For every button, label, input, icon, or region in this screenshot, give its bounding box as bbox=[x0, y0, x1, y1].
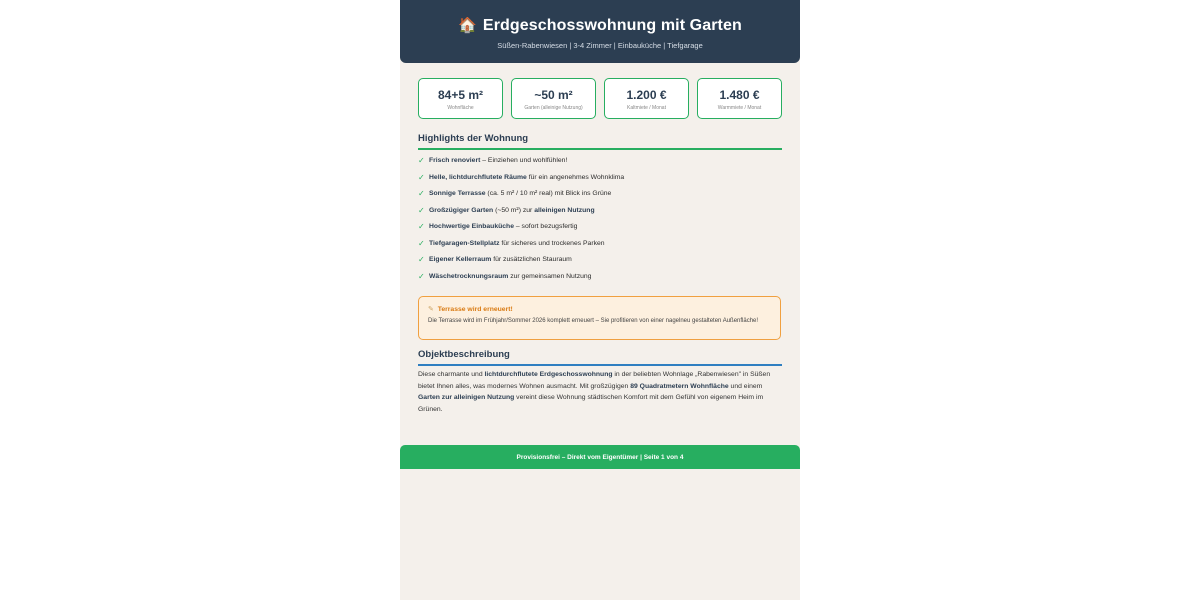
list-item bbox=[418, 187, 782, 204]
highlight-bold: Sonnige Terrasse bbox=[429, 190, 486, 197]
stat-value: 84+5 m² bbox=[437, 88, 484, 102]
page-title bbox=[400, 16, 800, 35]
desc-bold: 89 Quadratmetern Wohnfläche bbox=[630, 382, 729, 390]
highlight-text: für sicheres und trockenes Parken bbox=[499, 239, 605, 247]
desc-part: Diese charmante und bbox=[418, 371, 485, 378]
checkmark-icon: ✓ bbox=[418, 222, 425, 231]
list-item bbox=[418, 220, 782, 237]
highlight-text: für ein angenehmes Wohnklima bbox=[526, 173, 625, 181]
highlights-heading: Highlights der Wohnung bbox=[418, 133, 782, 150]
house-icon: 🏠 bbox=[458, 17, 477, 34]
stat-label: Kaltmiete / Monat bbox=[627, 105, 666, 111]
stat-value: ~50 m² bbox=[534, 88, 573, 102]
description-text bbox=[418, 369, 782, 416]
stat-label: Garten (alleinige Nutzung) bbox=[524, 105, 583, 111]
stat-label: Wohnfläche bbox=[447, 105, 474, 111]
highlight-bold: Hochwertige Einbauküche bbox=[429, 223, 514, 230]
desc-bold: Garten zur alleinigen Nutzung bbox=[418, 394, 515, 402]
highlight-text: – Einziehen und wohlfühlen! bbox=[480, 157, 568, 164]
highlight-bold: Großzügiger Garten bbox=[429, 206, 494, 214]
desc-part: vereint diese Wohnung städtischen Komfort mit dem Gefühl von eigenem Heim im Grünen. bbox=[418, 394, 764, 414]
checkmark-icon: ✓ bbox=[418, 156, 425, 165]
terrace-notice bbox=[418, 296, 781, 340]
page-title-text: Erdgeschosswohnung mit Garten bbox=[482, 17, 742, 34]
list-item bbox=[418, 204, 782, 221]
list-item bbox=[418, 237, 782, 254]
list-item bbox=[418, 154, 782, 171]
stat-warm-rent bbox=[697, 78, 782, 119]
key-facts bbox=[418, 78, 782, 120]
footer-banner: Provisionsfrei – Direkt vom Eigentümer | Seite 1 von 4 bbox=[400, 445, 800, 469]
notice-title bbox=[428, 305, 513, 313]
desc-bold: lichtdurchflutete Erdgeschosswohnung bbox=[484, 371, 613, 378]
description-heading: Objektbeschreibung bbox=[418, 349, 782, 366]
checkmark-icon: ✓ bbox=[418, 172, 425, 182]
highlight-bold: Frisch renoviert bbox=[429, 157, 481, 164]
pencil-icon: ✎ bbox=[428, 306, 434, 313]
desc-part: und einem bbox=[728, 382, 763, 390]
highlight-text: zur gemeinsamen Nutzung bbox=[508, 272, 592, 280]
highlight-bold: Wäschetrocknungsraum bbox=[429, 272, 509, 280]
highlight-text: – sofort bezugsfertig bbox=[513, 223, 578, 230]
notice-title-text: Terrasse wird erneuert! bbox=[437, 306, 513, 313]
highlight-bold: Eigener Kellerraum bbox=[429, 256, 492, 263]
checkmark-icon: ✓ bbox=[418, 238, 425, 248]
checkmark-icon: ✓ bbox=[418, 205, 425, 215]
highlight-bold: Tiefgaragen-Stellplatz bbox=[429, 239, 500, 247]
list-item bbox=[418, 171, 782, 188]
stat-garden bbox=[511, 78, 596, 119]
highlight-text: (ca. 5 m² / 10 m² real) mit Blick ins Grüne bbox=[485, 190, 612, 197]
stat-value: 1.480 € bbox=[719, 88, 760, 102]
checkmark-icon: ✓ bbox=[418, 255, 425, 264]
page-subtitle: Süßen-Rabenwiesen | 3-4 Zimmer | Einbauküche | Tiefgarage bbox=[497, 41, 703, 50]
desc-part: in der beliebten Wohnlage „Rabenwiesen" in Süßen bietet Ihnen alles, was modernes Wohnen ausmacht. Mit großzügigen bbox=[418, 371, 771, 390]
expose-page bbox=[400, 0, 800, 600]
stat-label: Warmmiete / Monat bbox=[717, 105, 762, 111]
highlights-list bbox=[418, 154, 782, 286]
highlight-bold: alleinigen Nutzung bbox=[534, 206, 595, 214]
list-item bbox=[418, 253, 782, 270]
highlight-text: für zusätzlichen Stauraum bbox=[491, 256, 572, 263]
checkmark-icon: ✓ bbox=[418, 189, 425, 198]
highlight-text: (~50 m²) zur bbox=[493, 206, 535, 214]
list-item bbox=[418, 270, 782, 287]
highlight-bold: Helle, lichtdurchflutete Räume bbox=[429, 173, 527, 181]
checkmark-icon: ✓ bbox=[418, 271, 425, 281]
notice-text: Die Terrasse wird im Frühjahr/Sommer 2026 komplett erneuert – Sie profitieren von einer nagelneu gestalteten Außenfläche! bbox=[428, 318, 759, 324]
stat-living-area bbox=[418, 78, 503, 119]
header-banner bbox=[400, 0, 800, 63]
stat-cold-rent bbox=[604, 78, 689, 119]
stat-value: 1.200 € bbox=[626, 88, 667, 102]
